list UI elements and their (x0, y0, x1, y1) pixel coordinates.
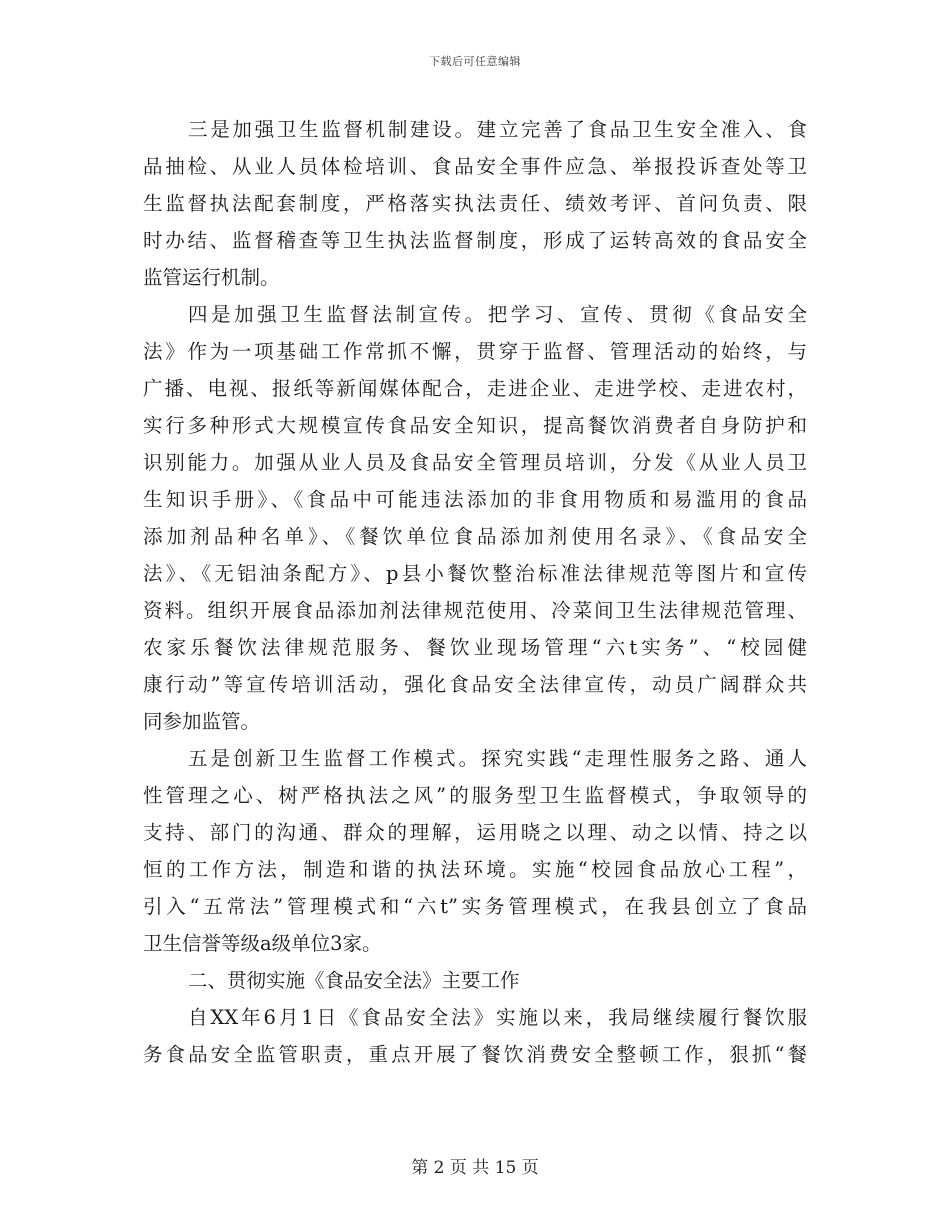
document-body (143, 111, 807, 1073)
paragraph-line: 卫生信誉等级a级单位3家。 (143, 932, 382, 955)
page-number-footer: 第 2 页 共 15 页 (411, 1158, 539, 1178)
paragraph-line: 同参加监管。 (143, 710, 261, 733)
paragraph-line: 恒的工作方法，制造和谐的执法环境。实施“校园食品放心工程”， (143, 858, 807, 881)
paragraph-line: 品抽检、从业人员体检培训、食品安全事件应急、举报投诉查处等卫 (143, 155, 807, 178)
section-heading: 二、贯彻实施《食品安全法》主要工作 (188, 969, 520, 992)
paragraph-line: 识别能力。加强从业人员及食品安全管理员培训，分发《从业人员卫 (143, 451, 807, 474)
paragraph-line: 监管运行机制。 (143, 266, 280, 289)
paragraph-line: 广播、电视、报纸等新闻媒体配合，走进企业、走进学校、走进农村， (143, 377, 807, 400)
paragraph-line: 引入“五常法”管理模式和“六t”实务管理模式，在我县创立了食品 (143, 895, 807, 918)
paragraph-line: 农家乐餐饮法律规范服务、餐饮业现场管理“六t实务”、“校园健 (143, 636, 807, 659)
paragraph-line: 五是创新卫生监督工作模式。探究实践“走理性服务之路、通人 (188, 747, 807, 770)
paragraph-line: 法》作为一项基础工作常抓不懈，贯穿于监督、管理活动的始终，与 (143, 340, 807, 363)
paragraph-line: 生知识手册》、《食品中可能违法添加的非食用物质和易滥用的食品 (143, 488, 807, 511)
paragraph-line: 务食品安全监管职责，重点开展了餐饮消费安全整顿工作，狠抓“餐 (143, 1043, 807, 1066)
paragraph-line: 自XX年6月1日《食品安全法》实施以来，我局继续履行餐饮服 (188, 1006, 807, 1029)
paragraph-line: 实行多种形式大规模宣传食品安全知识，提高餐饮消费者自身防护和 (143, 414, 807, 437)
paragraph-line: 支持、部门的沟通、群众的理解，运用晓之以理、动之以情、持之以 (143, 821, 807, 844)
paragraph-line: 法》、《无铝油条配方》、p县小餐饮整治标准法律规范等图片和宣传 (143, 562, 807, 585)
paragraph-line: 资料。组织开展食品添加剂法律规范使用、冷菜间卫生法律规范管理、 (143, 599, 807, 622)
paragraph-line: 三是加强卫生监督机制建设。建立完善了食品卫生安全准入、食 (188, 118, 807, 141)
paragraph-line: 时办结、监督稽查等卫生执法监督制度，形成了运转高效的食品安全 (143, 229, 807, 252)
paragraph-line: 四是加强卫生监督法制宣传。把学习、宣传、贯彻《食品安全 (188, 303, 807, 326)
paragraph-line: 生监督执法配套制度，严格落实执法责任、绩效考评、首问负责、限 (143, 192, 807, 215)
page-header: 下载后可任意编辑 (429, 55, 521, 68)
paragraph-line: 康行动”等宣传培训活动，强化食品安全法律宣传，动员广阔群众共 (143, 673, 807, 696)
paragraph-line: 性管理之心、树严格执法之风”的服务型卫生监督模式，争取领导的 (143, 784, 807, 807)
paragraph-line: 添加剂品种名单》、《餐饮单位食品添加剂使用名录》、《食品安全 (143, 525, 807, 548)
